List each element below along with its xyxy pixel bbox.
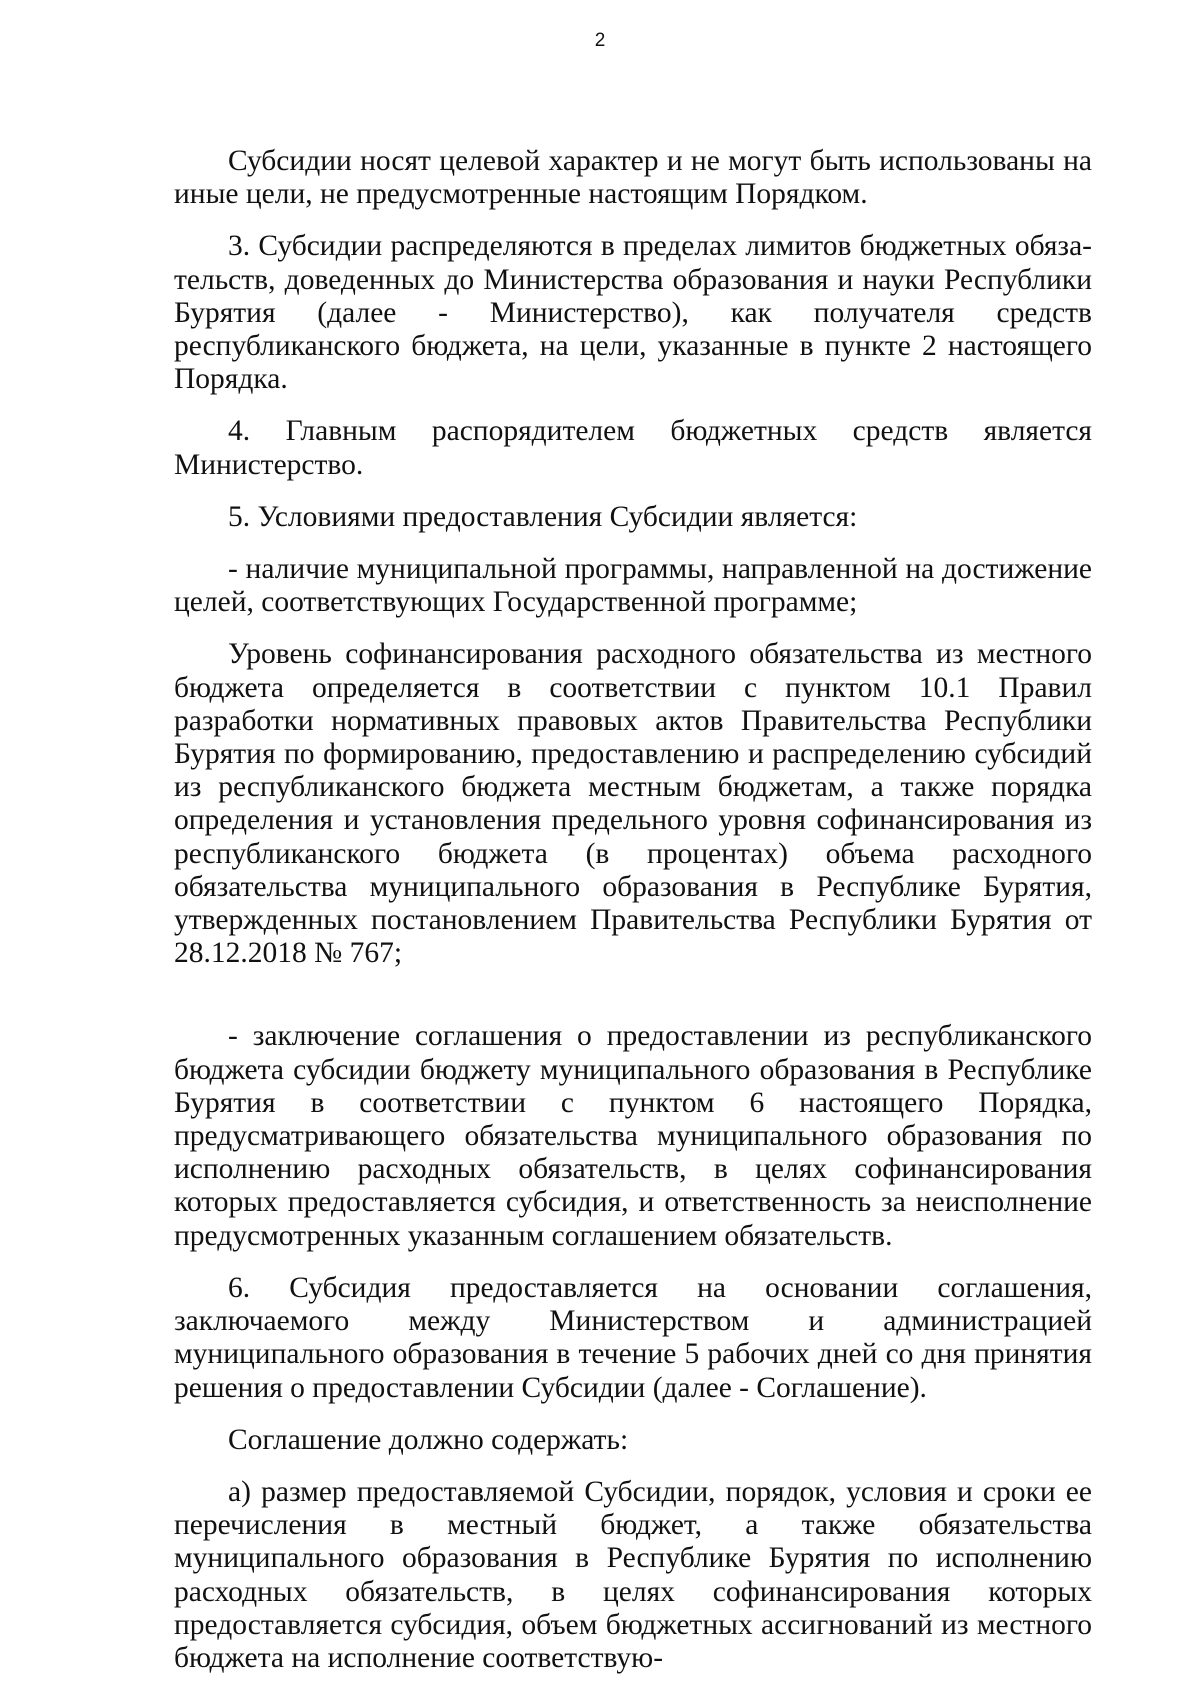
condition-agreement: - заключение соглашения о предоставлении из республиканского бюджета субсидии бюджету муниципального образования в Республике Бурятия в соответствии с пунктом 6 настоящего Порядка, предусматривающего обязательства муниципального образования по исполнению расходных обязательств, в целях софинансирования которых предоставляется субсидия, и ответственность за неисполнение предусмотренных указанным соглашением обязательств. — [174, 1020, 1092, 1252]
paragraph-6-agreement: 6. Субсидия предоставляется на основании соглашения, заключаемого между Министерством и администрацией муниципального образования в течение 5 рабочих дней со дня принятия решения о предоставлении Субсидии (далее - Соглашение). — [174, 1271, 1092, 1404]
document-body — [174, 145, 1092, 1675]
paragraph-5-conditions: 5. Условиями предоставления Субсидии является: — [228, 500, 858, 533]
paragraph-3-limits: 3. Субсидии распределяются в пределах лимитов бюджетных обязательств, доведенных до Министерства образования и науки Республики Бурятия (далее - Министерство), как получателя средств республиканского бюджета, на цели, указанные в пункте 2 настоящего Порядка. — [174, 230, 1092, 396]
paragraph-purpose: Субсидии носят целевой характер и не могут быть использованы на иные цели, не предусмотренные настоящим Порядком. — [174, 145, 1092, 211]
paragraph-agreement-contents: Соглашение должно содержать: — [228, 1423, 629, 1456]
page-number: 2 — [594, 30, 606, 51]
condition-municipal-program: - наличие муниципальной программы, направленной на достижение целей, соответствующих Государственной программе; — [174, 553, 1092, 619]
paragraph-cofinancing-level: Уровень софинансирования расходного обязательства из местного бюджета определяется в соответствии с пунктом 10.1 Правил разработки нормативных правовых актов Правительства Республики Бурятия по формированию, предоставлению и распределению субсидий из республиканского бюджета местным бюджетам, а также порядка определения и установления предельного уровня софинансирования из республиканского бюджета (в процентах) объема расходного обязательства муниципального образования в Республике Бурятия, утвержденных постановлением Правительства Республики Бурятия от 28.12.2018 № 767; — [174, 638, 1092, 970]
item-a-subsidy-size: а) размер предоставляемой Субсидии, порядок, условия и сроки ее перечисления в местный бюджет, а также обязательства муниципального образования в Республике Бурятия по исполнению расходных обязательств, в целях софинансирования которых предоставляется субсидия, объем бюджетных ассигнований из местного бюджета на исполнение соответствую- — [174, 1475, 1092, 1674]
paragraph-4-main-manager: 4. Главным распорядителем бюджетных средств является Министерство. — [174, 415, 1092, 481]
